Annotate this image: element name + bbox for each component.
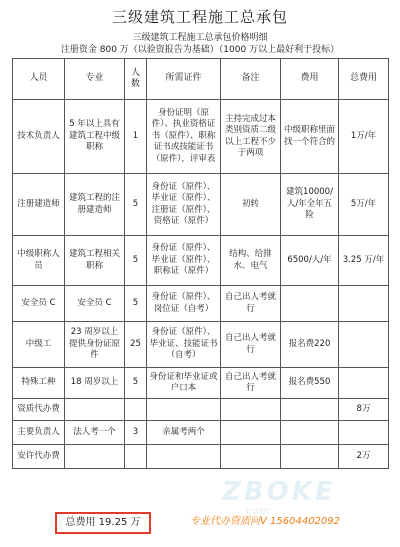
cell-count: [125, 445, 147, 469]
cell-remarks: [221, 399, 281, 421]
table-row: [13, 445, 389, 469]
cell-count: 3: [125, 421, 147, 445]
cell-specialty: [65, 445, 125, 469]
cell-fee: 中级职称里面找一个符合的: [281, 100, 339, 174]
cell-personnel: 资质代办费: [13, 399, 65, 421]
cell-count: 5: [125, 236, 147, 286]
cell-personnel: 技术负责人: [13, 100, 65, 174]
table-row: [13, 421, 389, 445]
cell-remarks: 主持完成过本类别资质二级以上工程不少于两项: [221, 100, 281, 174]
cell-specialty: 建筑工程相关职称: [65, 236, 125, 286]
cell-personnel: 主要负责人: [13, 421, 65, 445]
header-documents: 所需证件: [147, 59, 221, 100]
cell-personnel: 中级职称人员: [13, 236, 65, 286]
table-row: [13, 368, 389, 399]
cell-documents: [147, 399, 221, 421]
cell-fee: 报名费220: [281, 322, 339, 368]
table-row: [13, 322, 389, 368]
cell-remarks: 初转: [221, 174, 281, 236]
cell-remarks: [221, 445, 281, 469]
cell-personnel: 安许代办费: [13, 445, 65, 469]
table-row: [13, 399, 389, 421]
header-total-fee: 总费用: [339, 59, 389, 100]
header-specialty: 专业: [65, 59, 125, 100]
cell-count: [125, 399, 147, 421]
cell-fee: [281, 399, 339, 421]
cell-documents: 身份证和毕业证或户口本: [147, 368, 221, 399]
table-row: [13, 236, 389, 286]
cell-documents: [147, 445, 221, 469]
header-personnel: 人员: [13, 59, 65, 100]
cell-specialty: 23 周岁以上提供身份证原件: [65, 322, 125, 368]
cell-fee: [281, 445, 339, 469]
page-subtitle: 三级建筑工程施工总承包价格明细: [132, 33, 268, 43]
cell-remarks: 自己出人考就行: [221, 286, 281, 322]
cell-documents: 身份证明（原件）、执业资格证书（原件）、职称证书或技能证书（原件），评审表: [147, 100, 221, 174]
cell-total-fee: [339, 286, 389, 322]
cell-specialty: 安全员 C: [65, 286, 125, 322]
header-count: 人数: [125, 59, 147, 100]
cell-remarks: [221, 421, 281, 445]
page-title: 三级建筑工程施工总承包: [111, 8, 288, 26]
cell-count: 5: [125, 174, 147, 236]
cell-personnel: 注册建造师: [13, 174, 65, 236]
total-fee-box: 总费用 19.25 万: [55, 512, 151, 534]
cell-fee: 报名费550: [281, 368, 339, 399]
cell-specialty: 5 年以上具有建筑工程中级职称: [65, 100, 125, 174]
cell-specialty: 法人考一个: [65, 421, 125, 445]
table-header-row: [13, 59, 389, 100]
cell-specialty: [65, 399, 125, 421]
cell-total-fee: 3.25 万/年: [339, 236, 389, 286]
cell-personnel: 特殊工种: [13, 368, 65, 399]
cell-count: 5: [125, 368, 147, 399]
cell-total-fee: [339, 421, 389, 445]
cell-total-fee: 2万: [339, 445, 389, 469]
cell-remarks: 结构、给排水、电气: [221, 236, 281, 286]
cell-documents: 身份证（原件）、岗位证（自考）: [147, 286, 221, 322]
cell-personnel: 中级工: [13, 322, 65, 368]
cell-remarks: 自己出人考就行: [221, 322, 281, 368]
cell-specialty: 18 周岁以上: [65, 368, 125, 399]
table-row: [13, 100, 389, 174]
cell-remarks: 自己出人考就行: [221, 368, 281, 399]
cell-fee: [281, 286, 339, 322]
cell-count: 25: [125, 322, 147, 368]
price-table: [12, 58, 389, 469]
cell-documents: 身份证（原件）、毕业证（原件）、职称证（原件）: [147, 236, 221, 286]
cell-total-fee: 1万/年: [339, 100, 389, 174]
cell-documents: 身份证（原件）、毕业证、技能证书（自考）: [147, 322, 221, 368]
cell-fee: 6500/人/年: [281, 236, 339, 286]
cell-total-fee: 5万/年: [339, 174, 389, 236]
cell-fee: [281, 421, 339, 445]
capital-note: 注册资金 800 万（以验资报告为基础）（1000 万以上最好利于投标）: [60, 45, 340, 55]
cell-documents: 身份证（原件）、毕业证（原件）、注册证（原件）、资格证（原件）: [147, 174, 221, 236]
cell-total-fee: [339, 368, 389, 399]
header-fee: 费用: [281, 59, 339, 100]
table-row: [13, 286, 389, 322]
cell-fee: 建筑10000/人/年全年五险: [281, 174, 339, 236]
cell-specialty: 建筑工程的注册建造师: [65, 174, 125, 236]
cell-personnel: 安全员 C: [13, 286, 65, 322]
contact-info: 专业代办资质问V 15604402092: [190, 516, 341, 527]
watermark-site: com: [246, 506, 271, 517]
header-remarks: 备注: [221, 59, 281, 100]
cell-documents: 亲属考两个: [147, 421, 221, 445]
cell-total-fee: [339, 322, 389, 368]
cell-count: 5: [125, 286, 147, 322]
cell-total-fee: 8万: [339, 399, 389, 421]
cell-count: 1: [125, 100, 147, 174]
watermark-logo: ZBOKE: [222, 477, 336, 507]
table-row: [13, 174, 389, 236]
